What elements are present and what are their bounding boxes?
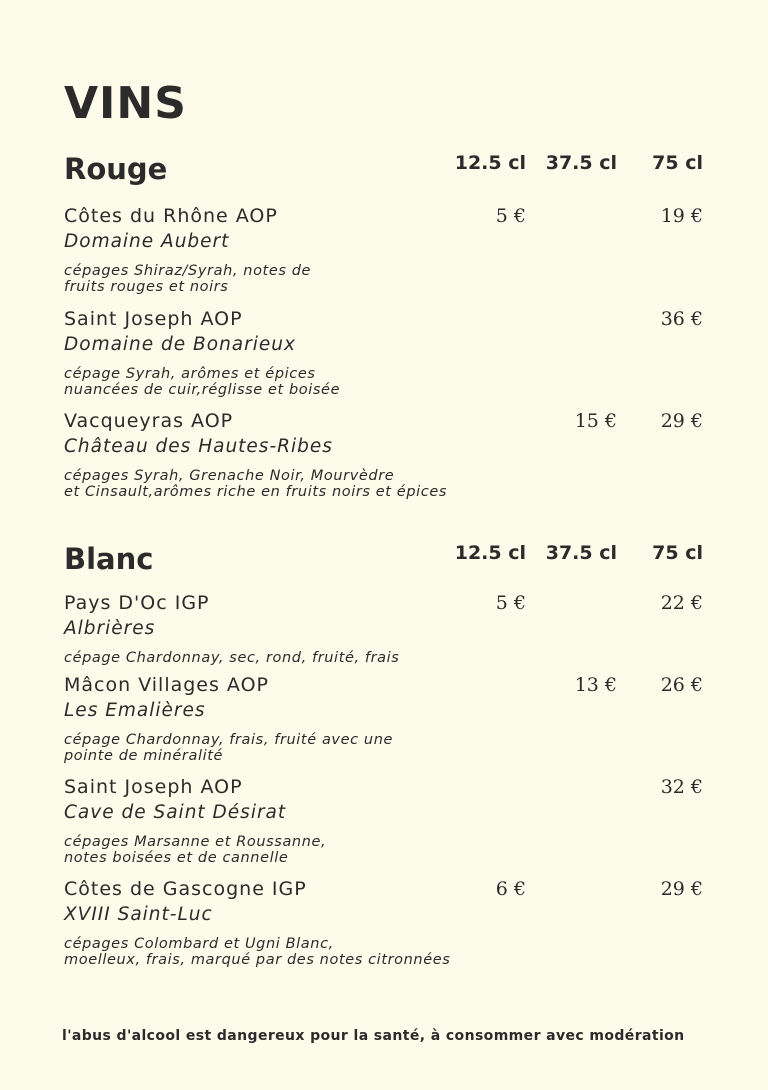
column-header-75cl: 75 cl <box>652 542 703 564</box>
wine-description <box>64 650 399 666</box>
description-line: moelleux, frais, marqué par des notes citronnées <box>64 952 451 968</box>
wine-producer: Cave de Saint Désirat <box>64 802 287 823</box>
wine-producer: Domaine de Bonarieux <box>64 334 296 355</box>
wine-description <box>64 263 311 295</box>
description-line: cépages Shiraz/Syrah, notes de <box>64 263 312 279</box>
price-75cl: 26 € <box>660 674 703 696</box>
description-line: cépage Syrah, arômes et épices <box>64 366 316 382</box>
price-75cl: 36 € <box>660 308 703 330</box>
price-75cl: 19 € <box>660 205 703 227</box>
wine-name: Saint Joseph AOP <box>64 776 243 798</box>
wine-name: Saint Joseph AOP <box>64 308 243 330</box>
section-header-blanc <box>64 542 706 582</box>
wine-description <box>64 468 447 500</box>
price-75cl: 22 € <box>660 592 703 614</box>
price-37-5cl: 13 € <box>574 674 617 696</box>
wine-producer: Domaine Aubert <box>64 231 230 252</box>
wine-producer: XVIII Saint-Luc <box>64 904 213 925</box>
wine-description <box>64 732 393 764</box>
price-75cl: 29 € <box>660 878 703 900</box>
description-line: fruits rouges et noirs <box>64 279 229 295</box>
column-header-12-5cl: 12.5 cl <box>454 152 526 174</box>
wine-producer: Albrières <box>64 618 156 639</box>
section-header-rouge <box>64 152 706 192</box>
description-line: nuancées de cuir,réglisse et boisée <box>64 382 341 398</box>
price-12-5cl: 5 € <box>495 592 526 614</box>
description-line: et Cinsault,arômes riche en fruits noirs et épices <box>64 484 448 500</box>
wine-description <box>64 366 340 398</box>
description-line: cépages Marsanne et Roussanne, <box>64 834 327 850</box>
column-header-37-5cl: 37.5 cl <box>545 152 617 174</box>
wine-name: Côtes de Gascogne IGP <box>64 878 307 900</box>
description-line: cépages Syrah, Grenache Noir, Mourvèdre <box>64 468 395 484</box>
column-header-37-5cl: 37.5 cl <box>545 542 617 564</box>
wine-name: Pays D'Oc IGP <box>64 592 210 614</box>
price-12-5cl: 5 € <box>495 205 526 227</box>
price-12-5cl: 6 € <box>495 878 526 900</box>
price-37-5cl: 15 € <box>574 410 617 432</box>
price-75cl: 32 € <box>660 776 703 798</box>
wine-description <box>64 936 450 968</box>
column-header-75cl: 75 cl <box>652 152 703 174</box>
description-line: notes boisées et de cannelle <box>64 850 289 866</box>
description-line: cépage Chardonnay, sec, rond, fruité, frais <box>64 650 400 666</box>
description-line: cépage Chardonnay, frais, fruité avec une <box>64 732 394 748</box>
wine-name: Vacqueyras AOP <box>64 410 234 432</box>
wine-name: Côtes du Rhône AOP <box>64 205 278 227</box>
health-warning: l'abus d'alcool est dangereux pour la santé, à consommer avec modération <box>62 1028 685 1044</box>
description-line: cépages Colombard et Ugni Blanc, <box>64 936 334 952</box>
wine-producer: Château des Hautes-Ribes <box>64 436 333 457</box>
wine-producer: Les Emalières <box>64 700 206 721</box>
section-title: Rouge <box>64 152 168 186</box>
wine-name: Mâcon Villages AOP <box>64 674 270 696</box>
page-title: VINS <box>64 78 187 129</box>
section-title: Blanc <box>64 542 154 576</box>
price-75cl: 29 € <box>660 410 703 432</box>
description-line: pointe de minéralité <box>64 748 224 764</box>
column-header-12-5cl: 12.5 cl <box>454 542 526 564</box>
wine-description <box>64 834 326 866</box>
